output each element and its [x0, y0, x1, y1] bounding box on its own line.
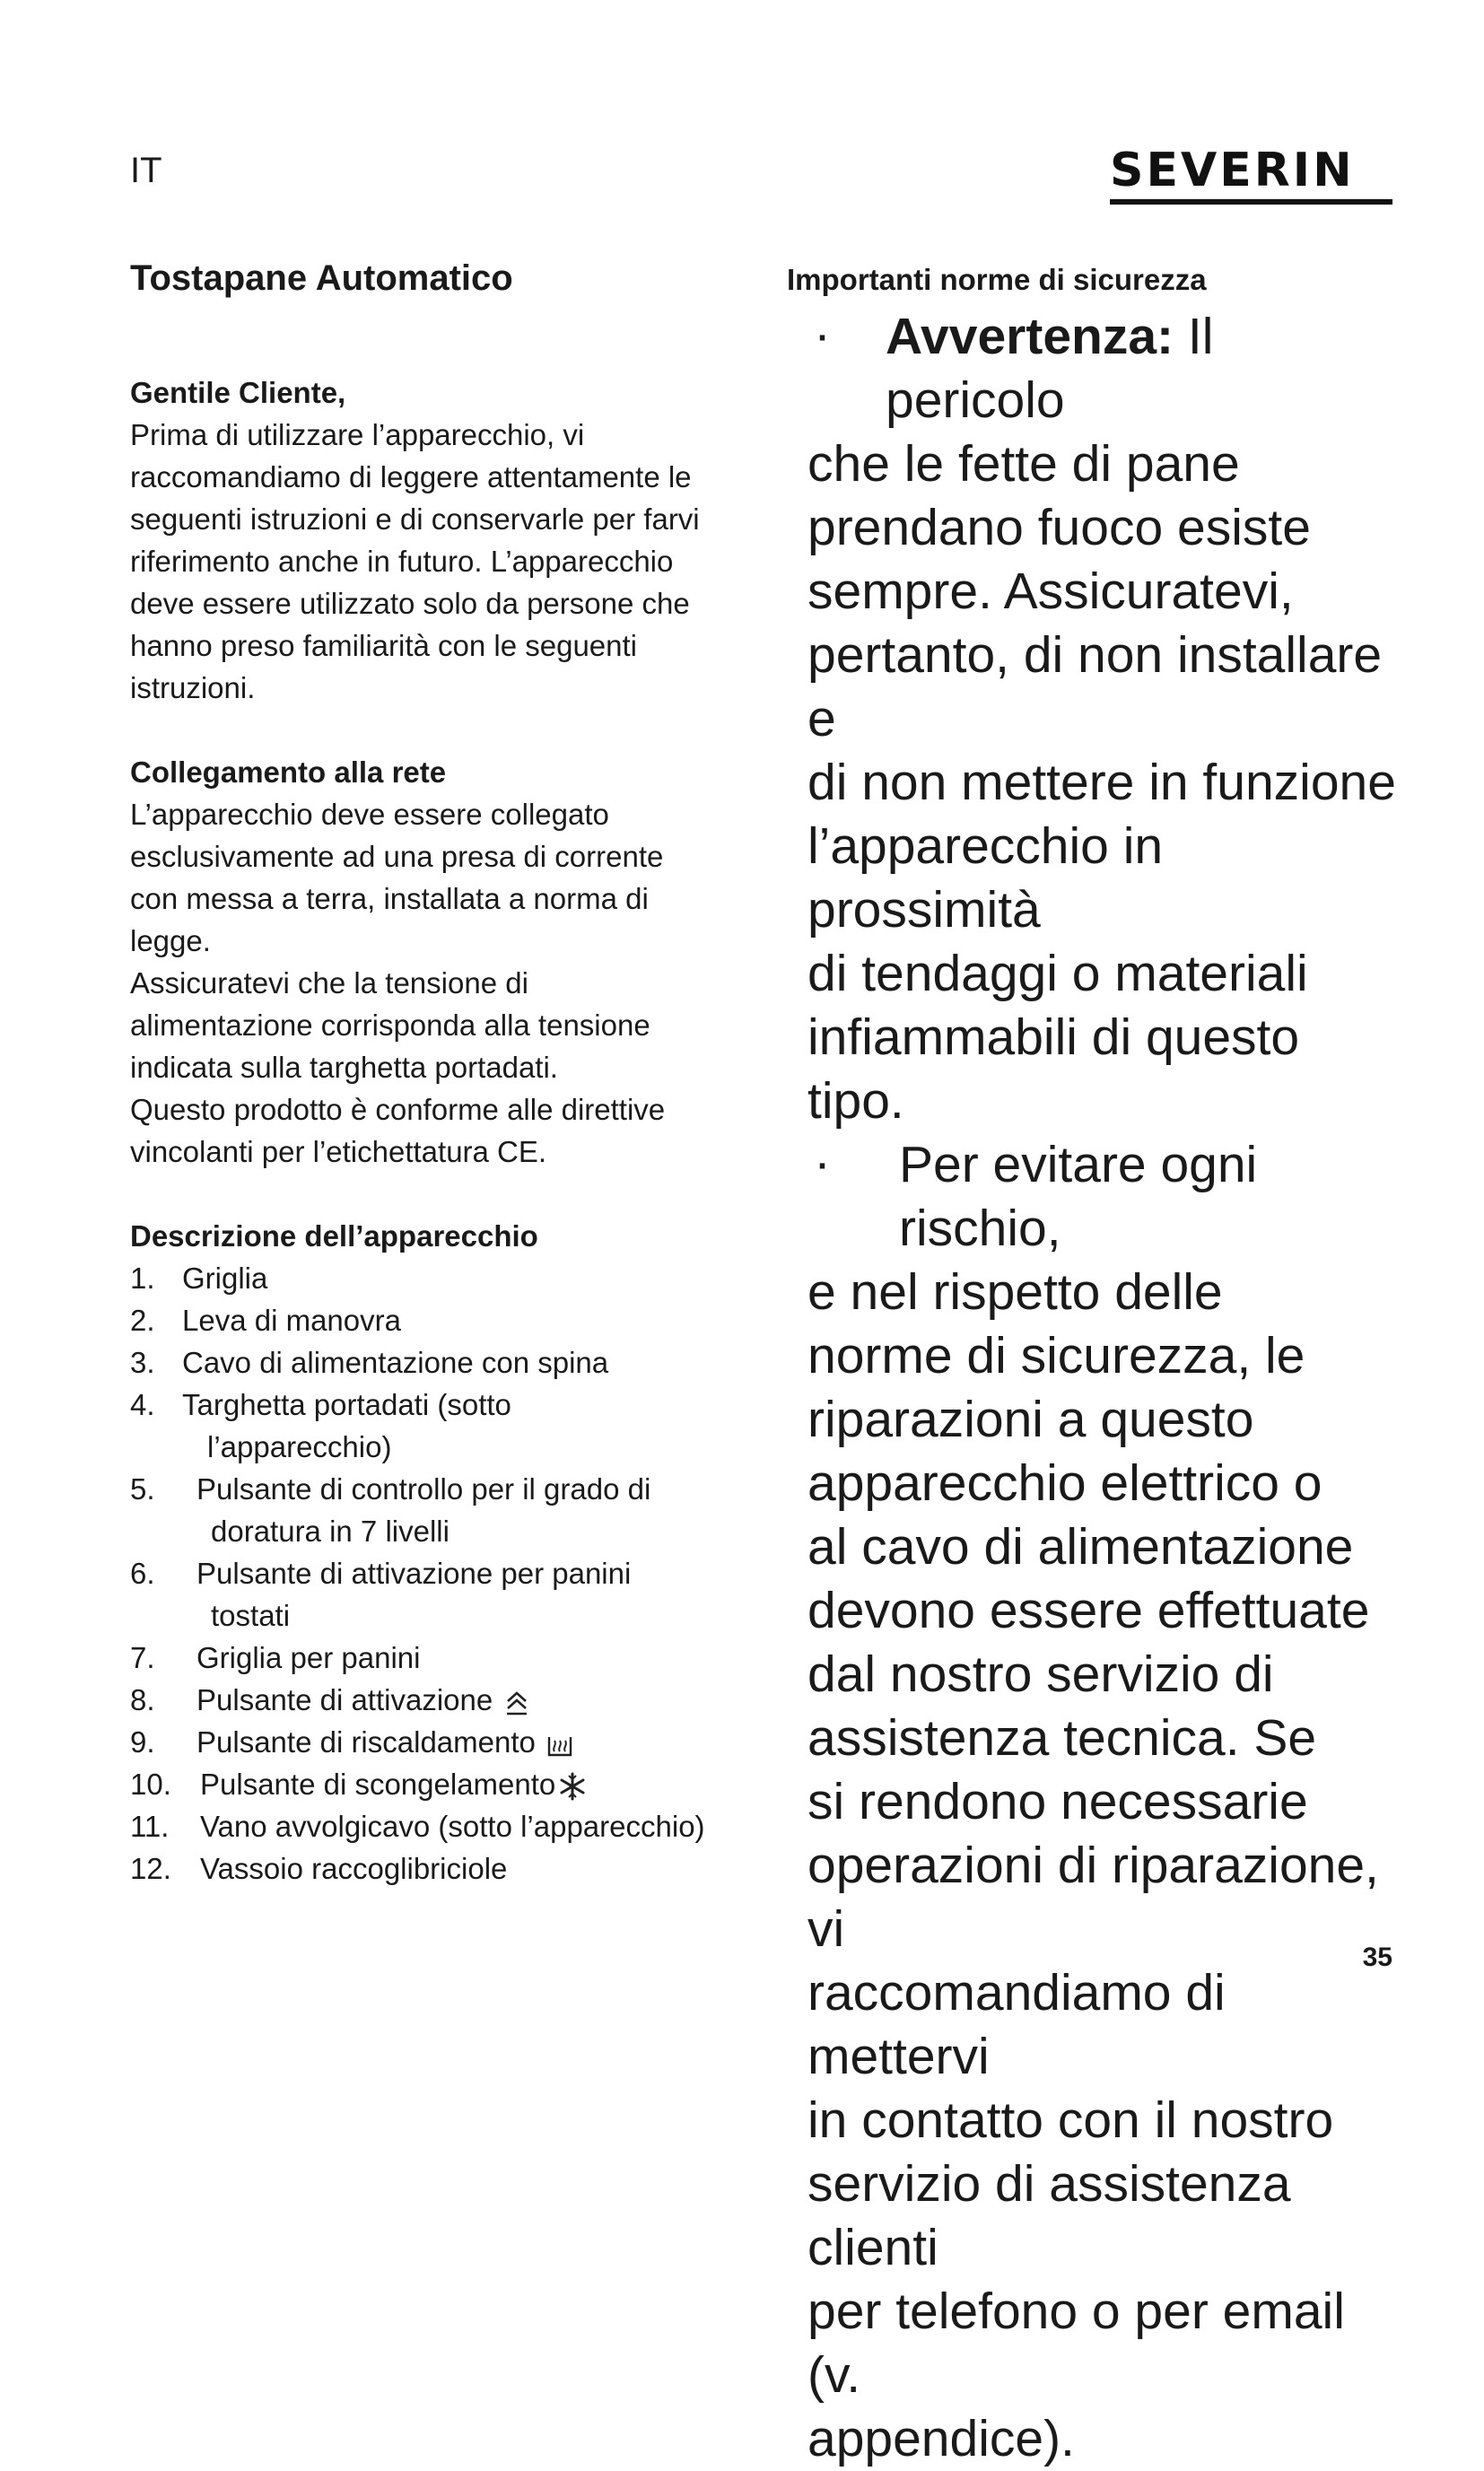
- item-text: Pulsante di attivazione per panini: [196, 1557, 632, 1590]
- connection-line: legge.: [130, 924, 211, 957]
- connection-section: [130, 752, 758, 1173]
- parts-list: [130, 1257, 758, 1890]
- repair-line: assistenza tecnica. Se: [807, 1709, 1317, 1767]
- repair-line: appendice).: [807, 2410, 1075, 2467]
- description-heading: Descrizione dell’apparecchio: [130, 1219, 538, 1253]
- warning-line: pertanto, di non installare e: [807, 626, 1383, 747]
- repair-line: Per evitare ogni rischio,: [899, 1136, 1258, 1257]
- repair-line: riparazioni a questo: [807, 1391, 1254, 1448]
- list-item: [130, 1637, 758, 1679]
- repair-line: dal nostro servizio di: [807, 1646, 1274, 1703]
- greeting-line: istruzioni.: [130, 671, 256, 704]
- warning-label: Avvertenza:: [886, 308, 1174, 365]
- connection-line: Questo prodotto è conforme alle direttive: [130, 1093, 666, 1126]
- repair-line: raccomandiamo di mettervi: [807, 1964, 1226, 2085]
- right-column: [787, 260, 1406, 2471]
- repair-line: norme di sicurezza, le: [807, 1327, 1305, 1384]
- item-number: 11.: [130, 1810, 170, 1843]
- greeting-section: [130, 372, 758, 709]
- repair-line: devono essere effettuate: [807, 1582, 1370, 1639]
- heat-waves-icon: [545, 1729, 575, 1759]
- greeting-line: deve essere utilizzato solo da persone che: [130, 587, 690, 620]
- list-item: [130, 1847, 758, 1890]
- item-text-cont: tostati: [211, 1599, 291, 1632]
- list-item: [130, 1679, 758, 1721]
- item-number: 5.: [130, 1472, 155, 1506]
- greeting-line: hanno preso familiarità con le seguenti: [130, 629, 638, 662]
- warning-line: di non mettere in funzione: [807, 754, 1396, 811]
- greeting-line: raccomandiamo di leggere attentamente le: [130, 460, 692, 493]
- warning-line: di tendaggi o materiali: [807, 945, 1308, 1002]
- item-number: 1.: [130, 1262, 155, 1295]
- connection-line: Assicuratevi che la tensione di: [130, 966, 528, 1000]
- warning-line: prendano fuoco esiste: [807, 499, 1311, 556]
- connection-line: indicata sulla targhetta portadati.: [130, 1051, 558, 1084]
- item-number: 12.: [130, 1852, 171, 1885]
- repair-line: apparecchio elettrico o: [807, 1454, 1323, 1512]
- item-number: 2.: [130, 1304, 155, 1337]
- repair-line: al cavo di alimentazione: [807, 1518, 1354, 1576]
- item-text-cont: doratura in 7 livelli: [211, 1515, 450, 1548]
- bullet-marker: ·: [814, 1134, 831, 1192]
- item-text: Pulsante di controllo per il grado di: [196, 1472, 651, 1506]
- list-item: [130, 1257, 758, 1299]
- repair-line: si rendono necessarie: [807, 1773, 1308, 1830]
- warning-line: Il pericolo: [886, 308, 1214, 429]
- page-number: 35: [1362, 1943, 1392, 1972]
- greeting-heading: Gentile Cliente,: [130, 376, 346, 409]
- repair-line: in contatto con il nostro: [807, 2091, 1334, 2149]
- item-text: Griglia per panini: [196, 1641, 421, 1674]
- repair-line: per telefono o per email (v.: [807, 2283, 1345, 2404]
- connection-line: vincolanti per l’etichettatura CE.: [130, 1135, 547, 1168]
- connection-line: con messa a terra, installata a norma di: [130, 882, 649, 915]
- document-title: Tostapane Automatico: [130, 258, 513, 298]
- warning-line: sempre. Assicuratevi,: [807, 563, 1294, 620]
- snowflake-icon: [557, 1771, 588, 1802]
- connection-line: alimentazione corrisponda alla tensione: [130, 1008, 650, 1042]
- warning-first-line: [832, 305, 1406, 432]
- item-text: Pulsante di riscaldamento: [196, 1725, 536, 1759]
- warning-line: che le fette di pane: [807, 435, 1240, 493]
- greeting-line: riferimento anche in futuro. L’apparecchio: [130, 545, 674, 578]
- repair-line: operazioni di riparazione, vi: [807, 1837, 1379, 1958]
- list-item: [130, 1552, 758, 1637]
- bullet-marker: ·: [814, 306, 831, 363]
- list-item: [130, 1468, 758, 1552]
- brand-logo: [1110, 144, 1392, 205]
- connection-line: L’apparecchio deve essere collegato: [130, 798, 609, 831]
- language-code: IT: [130, 151, 162, 190]
- greeting-line: seguenti istruzioni e di conservarle per farvi: [130, 502, 700, 536]
- connection-line: esclusivamente ad una presa di corrente: [130, 840, 664, 873]
- item-number: 9.: [130, 1725, 155, 1759]
- item-text: Pulsante di attivazione: [196, 1683, 493, 1716]
- reheat-up-icon: [502, 1687, 532, 1717]
- item-number: 6.: [130, 1557, 155, 1590]
- item-text: Vassoio raccoglibriciole: [200, 1852, 508, 1885]
- brand-underline: [1110, 199, 1392, 205]
- item-text: Vano avvolgicavo (sotto l’apparecchio): [200, 1810, 705, 1843]
- list-item: [130, 1299, 758, 1341]
- item-text: Cavo di alimentazione con spina: [182, 1346, 609, 1379]
- list-item: [130, 1805, 758, 1847]
- item-text-cont: l’apparecchio): [207, 1430, 392, 1463]
- warning-bullet: [787, 305, 1406, 1133]
- item-text: Leva di manovra: [182, 1304, 401, 1337]
- list-item: [130, 1721, 758, 1763]
- safety-heading: Importanti norme di sicurezza: [787, 263, 1207, 296]
- brand-name: SEVERIN: [1110, 144, 1355, 197]
- left-column: [130, 256, 758, 1890]
- description-section: [130, 1216, 758, 1890]
- item-number: 7.: [130, 1641, 155, 1674]
- repair-line: servizio di assistenza clienti: [807, 2155, 1291, 2276]
- list-item: [130, 1341, 758, 1384]
- greeting-line: Prima di utilizzare l’apparecchio, vi: [130, 418, 585, 451]
- item-text: Targhetta portadati (sotto: [182, 1388, 511, 1421]
- list-item: [130, 1763, 758, 1805]
- list-item: [130, 1384, 758, 1468]
- item-text: Griglia: [182, 1262, 268, 1295]
- warning-line: infiammabili di questo tipo.: [807, 1008, 1300, 1130]
- warning-line: l’apparecchio in prossimità: [807, 817, 1164, 939]
- repair-bullet: [787, 1133, 1406, 2471]
- item-number: 8.: [130, 1683, 155, 1716]
- item-text: Pulsante di scongelamento: [200, 1768, 556, 1801]
- item-number: 3.: [130, 1346, 155, 1379]
- repair-line: e nel rispetto delle: [807, 1263, 1223, 1321]
- connection-heading: Collegamento alla rete: [130, 755, 447, 789]
- item-number: 4.: [130, 1388, 155, 1421]
- item-number: 10.: [130, 1768, 171, 1801]
